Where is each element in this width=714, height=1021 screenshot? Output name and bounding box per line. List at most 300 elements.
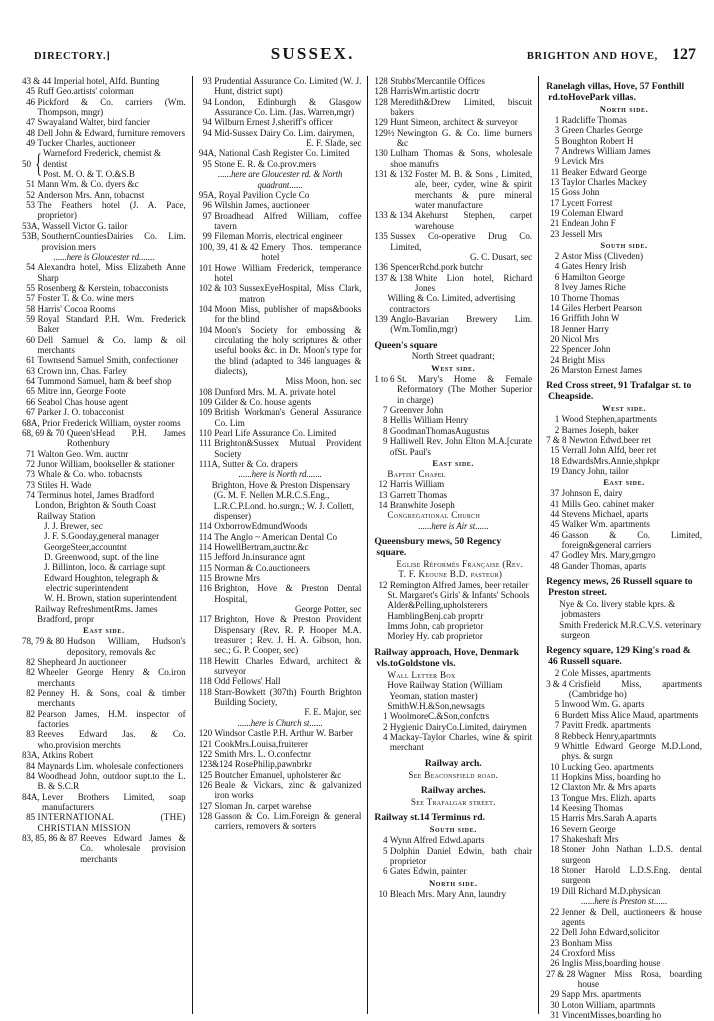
entry-number: 12 xyxy=(378,479,388,490)
side-heading: South side. xyxy=(429,824,477,835)
directory-column-4 xyxy=(540,76,702,1020)
directory-entry xyxy=(199,148,362,158)
entry-text: Junor William, bookseller & stationer xyxy=(37,458,175,469)
directory-entry xyxy=(199,231,362,241)
directory-entry xyxy=(546,720,702,730)
entry-number: 118 xyxy=(198,655,212,666)
directory-entry xyxy=(546,313,702,323)
entry-number: 127 xyxy=(198,800,213,811)
entry-number: 17 xyxy=(550,197,560,208)
entry-number: 22 xyxy=(550,927,560,938)
entry-number: 94 xyxy=(202,127,212,138)
entry-text: White Lion hotel, Richard Jones xyxy=(414,272,533,293)
entry-number: 60 xyxy=(26,334,35,345)
side-heading: North side. xyxy=(599,104,649,114)
entry-text: Foster T. & Co. wine mers xyxy=(37,293,134,304)
entry-number: 41 xyxy=(550,498,560,509)
directory-entry xyxy=(199,770,362,780)
entry-number: 104 xyxy=(198,324,213,335)
entry-text: Sloman Jn. carpet warehse xyxy=(214,800,312,811)
entry-number: 104 xyxy=(198,303,213,314)
entry-number: 26 xyxy=(550,958,560,969)
directory-entry xyxy=(22,771,186,792)
entry-text: Moon's Society for embossing & circulating the holy scriptures & other useful books &c. in Dr. Moon's type for the blind (adapted to 346 languages & dialects), xyxy=(214,324,362,376)
entry-text: Swayaland Walter, bird fancier xyxy=(37,117,150,128)
directory-entry xyxy=(546,772,702,782)
entry-text: Wheeler George Henry & Co.iron merchants xyxy=(37,667,186,688)
directory-entry xyxy=(199,687,362,708)
entry-number: 6 xyxy=(554,709,560,720)
entry-text: Terminus hotel, James Bradford xyxy=(37,489,155,500)
directory-line-right: G. C. Dusart, sec xyxy=(470,251,533,262)
running-head-center: SUSSEX. xyxy=(270,44,355,63)
entry-text: SpencerRchd.pork butchr xyxy=(390,262,484,273)
entry-number: 94 xyxy=(202,96,212,107)
directory-entry xyxy=(199,811,362,832)
entry-text: Claxton Mr. & Mrs aparts xyxy=(561,782,656,793)
directory-entry xyxy=(546,668,702,678)
entry-number: 2 xyxy=(554,251,560,262)
entry-number: 5 xyxy=(554,135,560,146)
entry-text: Wilshin James, auctioneer xyxy=(214,200,310,211)
entry-number: 93 xyxy=(202,76,212,86)
directory-entry xyxy=(546,834,702,844)
street-interpolation xyxy=(546,896,702,907)
column-container xyxy=(22,76,702,1020)
entry-text: INTERNATIONAL (THE) CHRISTIAN MISSION xyxy=(37,812,186,833)
entry-number: 5 xyxy=(554,699,560,710)
street-heading: Ranelagh villas, Hove, 57 Fonthill rd.toHovePark villas. xyxy=(546,81,685,103)
directory-entry xyxy=(22,469,186,479)
directory-column-2 xyxy=(194,76,367,1014)
entry-text: Johnson E, dairy xyxy=(561,488,623,499)
interpolation-text: here is Preston st xyxy=(594,896,654,906)
directory-entry xyxy=(22,761,186,771)
directory-entry xyxy=(22,138,186,148)
entry-number: 108 xyxy=(198,386,213,397)
directory-entry xyxy=(374,405,532,415)
entry-number: 20 xyxy=(550,333,560,344)
entry-text: Broadhead Alfred William, coffee tavern xyxy=(214,210,362,232)
entry-text: Croxford Miss xyxy=(561,947,615,958)
directory-entry xyxy=(374,866,532,876)
entry-text: Wassell Victor G. tailor xyxy=(42,220,128,231)
entry-number: 8 xyxy=(554,282,560,293)
entry-number: 48 xyxy=(26,127,35,138)
entry-text: Whittle Edward George M.D.Lond, phys. & surgn xyxy=(561,740,702,762)
directory-entry xyxy=(546,136,702,146)
entry-text: Goss John xyxy=(561,187,600,198)
entry-number: 45 xyxy=(550,519,560,530)
entry-text: Dell John & Edward, furniture removers xyxy=(37,127,185,138)
entry-number: 23 xyxy=(550,937,560,948)
entry-number: 26 xyxy=(550,364,560,375)
page-number: 127 xyxy=(671,46,696,63)
directory-entry xyxy=(546,187,702,197)
directory-entry xyxy=(199,459,362,469)
entry-text: Newton Edwd.beer ret xyxy=(568,434,651,445)
entry-number: 12 xyxy=(550,782,560,793)
entry-text: Inglis Miss,boarding house xyxy=(561,958,661,969)
side-heading: North side. xyxy=(429,877,478,888)
entry-text: Sutter & Co. drapers xyxy=(222,459,298,470)
entry-text: Lucking Geo. apartments xyxy=(561,761,654,772)
entry-text: Woodhead John, outdoor supt.to the L. B. & S.C.R xyxy=(37,770,186,792)
entry-number: 4 xyxy=(554,261,560,272)
directory-entry xyxy=(22,418,186,428)
entry-text: Halliwell Rev. John Elton M.A.[curate ofSt. Paul's xyxy=(389,436,533,457)
entry-number: 114 xyxy=(198,541,212,552)
directory-entry xyxy=(22,76,186,86)
entry-text: Radcliffe Thomas xyxy=(561,115,627,125)
entry-text: Gasson & Co. Limited, foreign&general carriers xyxy=(561,529,702,551)
entry-number: 37 xyxy=(550,488,560,499)
entry-text: Mann Wm. & Co. dyers &c xyxy=(37,179,139,190)
directory-entry xyxy=(546,125,702,135)
directory-entry xyxy=(199,780,362,801)
directory-entry xyxy=(546,303,702,313)
entry-text: Hudson William, Hudson's depository, removals &c xyxy=(66,636,186,657)
directory-entry xyxy=(546,208,702,218)
entry-number: 78, 79 & 80 xyxy=(22,636,65,647)
entry-number: 57 xyxy=(26,293,35,304)
brace-line: Warneford Frederick, chemist & dentist xyxy=(43,148,161,169)
entry-number: 46 xyxy=(26,96,35,107)
entry-text: Atkins Robert xyxy=(42,750,94,761)
entry-text: Seabol Chas house agent xyxy=(37,396,129,407)
entry-number: 19 xyxy=(550,208,560,219)
directory-entry xyxy=(546,355,702,365)
side-heading: West side. xyxy=(601,403,647,414)
entry-text: EdwardsMrs.Annie,shpkpr xyxy=(561,455,660,466)
entry-text: Boutcher Emanuel, upholsterer &c xyxy=(214,769,342,780)
entry-text: Hewitt Charles Edward, architect & surveyor xyxy=(214,655,362,677)
leader-dots: ...... xyxy=(289,179,303,190)
entry-text: Crisfield Miss, apartments (Cambridge ho) xyxy=(568,678,702,700)
entry-text: Stiles H. Wade xyxy=(37,479,92,490)
entry-text: Queen'sHead P.H. James Rothenbury xyxy=(66,427,186,449)
directory-entry xyxy=(22,397,186,407)
directory-entry xyxy=(22,231,186,252)
directory-entry xyxy=(546,177,702,187)
directory-entry xyxy=(546,948,702,958)
cross-reference: See Trafalgar street. xyxy=(410,796,496,807)
entry-text: Stoner Harold L.D.S.Eng. dental surgeon xyxy=(561,864,702,886)
entry-number: 84 xyxy=(26,770,35,781)
directory-entry xyxy=(199,387,362,397)
interpolation-text: here is North rd. xyxy=(251,469,309,480)
directory-entry xyxy=(199,614,362,655)
entry-number: 24 xyxy=(550,354,560,365)
entry-text: Bonham Miss xyxy=(561,937,613,948)
directory-entry xyxy=(546,530,702,551)
entry-number: 49 xyxy=(26,138,35,149)
directory-line: D. Greenwood, supt. of the line xyxy=(44,551,159,562)
entry-text: Shakeshaft Mrs xyxy=(561,833,619,844)
directory-entry xyxy=(546,334,702,344)
directory-entry xyxy=(22,750,186,760)
entry-number: 31 xyxy=(550,1009,560,1020)
entry-text: Hygienic DairyCo.Limited, dairymen xyxy=(389,721,527,732)
directory-entry xyxy=(22,376,186,386)
directory-entry xyxy=(22,190,186,200)
entry-text: Bright Miss xyxy=(561,354,605,365)
directory-entry xyxy=(374,490,532,500)
entry-number: 83A, xyxy=(22,750,40,761)
directory-entry xyxy=(199,438,362,459)
entry-number: 122 xyxy=(198,748,213,759)
directory-entry xyxy=(199,739,362,749)
entry-number: 95A, xyxy=(198,190,217,201)
entry-text: Wood Stephen,apartments xyxy=(561,414,657,425)
leader-dots: ...... xyxy=(475,520,489,531)
entry-number: 135 xyxy=(374,231,388,242)
entry-number: 50 xyxy=(22,158,32,169)
running-head-right xyxy=(527,46,696,64)
directory-line: J. Billinton, loco. & carriage supt xyxy=(44,562,166,573)
entry-text: Gasson & Co. Lim.Foreign & general carriers, removers & sorters xyxy=(214,811,362,832)
entry-number: 54 xyxy=(26,262,35,273)
directory-entry xyxy=(374,732,532,753)
entry-text: Inwood Wm. G. aparts xyxy=(561,699,645,710)
entry-text: Spencer John xyxy=(561,344,611,355)
entry-number: 51 xyxy=(26,179,35,190)
entry-text: WoolmoreC.&Son,confctrs xyxy=(389,711,490,722)
entry-number: 84 xyxy=(26,760,35,771)
entry-number: 71 xyxy=(26,448,35,459)
directory-entry xyxy=(199,728,362,738)
directory-entry xyxy=(546,365,702,375)
entry-number: 118 xyxy=(198,676,212,687)
directory-entry xyxy=(199,263,362,284)
entry-number: 100, 39, 41 & 42 xyxy=(198,241,259,252)
directory-entry xyxy=(22,428,186,449)
directory-entry xyxy=(546,813,702,823)
entry-number: 68A, xyxy=(22,417,40,428)
entry-text: Wynn Alfred Edwd.aparts xyxy=(389,835,485,846)
entry-text: Brighton&Sussex Mutual Provident Society xyxy=(214,438,362,459)
entry-text: Dunford Mrs. M. A. private hotel xyxy=(214,386,336,397)
entry-text: Stevens Michael, aparts xyxy=(561,509,649,519)
entry-number: 17 xyxy=(550,833,560,844)
directory-entry xyxy=(22,179,186,189)
entry-number: 5 xyxy=(382,845,388,856)
entry-number: 53B, xyxy=(22,231,40,242)
entry-number: 66 xyxy=(26,396,35,407)
entry-text: Severn George xyxy=(561,823,616,834)
directory-entry xyxy=(22,283,186,293)
street-heading: Railway arches. xyxy=(420,784,486,796)
entry-number: 48 xyxy=(550,560,560,571)
entry-text: Browne Mrs xyxy=(214,572,260,583)
entry-text: RosePhilip,pawnbrkr xyxy=(234,759,312,770)
entry-number: 15 xyxy=(550,187,560,198)
entry-text: Greenver John xyxy=(389,405,444,416)
entry-text: HowellBertram,auctnr.&c xyxy=(214,541,309,552)
entry-text: Jenner & Dell, auctioneers & house agents xyxy=(561,906,702,927)
entry-text: Norman & Co.auctioneers xyxy=(214,562,310,573)
directory-entry xyxy=(546,1000,702,1010)
entry-text: Dill Richard M.D.physican xyxy=(561,885,661,896)
directory-line-smallcaps: Congregational Church xyxy=(387,510,481,521)
entry-text: Pickford & Co. carriers (Wm. Thompson, mngr) xyxy=(37,96,186,118)
entry-text: Nicol Mrs xyxy=(561,333,599,344)
directory-entry xyxy=(22,366,186,376)
directory-entry xyxy=(546,731,702,741)
directory-entry xyxy=(546,886,702,896)
entry-text: Stubbs'Mercantile Offices xyxy=(390,76,485,86)
entry-text: Mills Geo. cabinet maker xyxy=(561,498,655,509)
entry-text: Odd Fellows' Hall xyxy=(214,676,281,687)
entry-number: 13 xyxy=(378,489,388,500)
entry-number: 18 xyxy=(550,844,560,855)
entry-number: 6 xyxy=(382,866,388,877)
directory-line: Smith Frederick M.R.C.V.S. veterinary surgeon xyxy=(559,619,702,641)
directory-entry xyxy=(374,711,532,721)
directory-entry-brace-group xyxy=(22,148,186,179)
entry-text: Mackay-Taylor Charles, wine & spirit merchant xyxy=(389,731,533,753)
entry-text: Crown inn, Chas. Farley xyxy=(37,365,127,376)
directory-entry xyxy=(546,509,702,519)
entry-text: Foster M. B. & Sons , Limited, ale, beer, cyder, wine & spirit merchants & pure mineral water manufacture xyxy=(414,169,533,211)
directory-entry xyxy=(22,128,186,138)
entry-text: Giles Herbert Pearson xyxy=(561,302,642,313)
street-heading: Regency mews, 26 Russell square to Preston street. xyxy=(546,576,693,599)
entry-text: Keesing Thomas xyxy=(561,802,623,813)
entry-number: 1 xyxy=(382,711,388,722)
entry-text: Sussex Co-operative Drug Co. Limited, xyxy=(390,231,533,252)
entry-text: Beale & Vickars, zinc & galvanized iron works xyxy=(214,780,362,801)
entry-text: London, Edinburgh & Glasgow Assurance Co. Lim. (Jas. Warren,mgr) xyxy=(214,96,362,118)
entry-number: 22 xyxy=(550,906,560,917)
directory-entry xyxy=(199,117,362,127)
entry-text: Hellis William Henry xyxy=(389,415,469,426)
entry-number: 9 xyxy=(382,436,388,447)
directory-entry xyxy=(546,218,702,228)
entry-text: Hunt Simeon, architect & surveyor xyxy=(390,117,518,128)
entry-text: Maynards Lim. wholesale confectioners xyxy=(37,760,184,771)
entry-number: 14 xyxy=(550,802,560,813)
entry-text: Harris Mrs.Sarah A.aparts xyxy=(561,813,657,824)
entry-text: GoodmanThomasAugustus xyxy=(389,425,490,436)
directory-line: Brighton, Hove & Preston Dispensary (G. M. F. Nellen M.R.C.S.Eng., L.R.C.P.Lond. ho.surgn.; W. J. Collett, dispenser) xyxy=(211,479,354,521)
interpolation-text: here is Church st xyxy=(250,717,310,728)
entry-number: 6 xyxy=(554,271,560,282)
directory-entry xyxy=(546,927,702,937)
entry-text: CookMrs.Louisa,fruiterer xyxy=(214,738,308,749)
entry-text: Stoner John Nathan L.D.S. dental surgeon xyxy=(561,844,702,865)
entry-number: 96 xyxy=(202,200,212,211)
entry-text: Verrall John Alfd, beer ret xyxy=(561,445,657,456)
street-interpolation xyxy=(22,252,186,263)
entry-number: 23 xyxy=(550,228,560,239)
entry-text: Emery Thos. temperance hotel xyxy=(261,241,362,263)
directory-entry xyxy=(22,459,186,469)
entry-text: Garrett Thomas xyxy=(389,489,448,500)
entry-text: Starr-Bowkett (307th) Fourth Brighton Building Society, xyxy=(214,686,362,708)
directory-entry xyxy=(546,550,702,560)
entry-number: 125 xyxy=(198,769,213,780)
entry-text: Wagner Miss Rosa, boarding house xyxy=(577,968,702,989)
entry-number: 2 xyxy=(382,721,388,732)
entry-number: 44 xyxy=(550,509,560,519)
entry-number: 109 xyxy=(198,396,213,407)
directory-entry xyxy=(22,792,186,813)
directory-entry xyxy=(546,969,702,990)
column-rule xyxy=(538,76,539,1014)
directory-entry xyxy=(546,958,702,968)
entry-text: Marston Ernest James xyxy=(561,364,642,375)
directory-line-smallcaps: Wall Letter Box xyxy=(387,669,456,680)
running-head-location: BRIGHTON AND HOVE, xyxy=(526,51,658,62)
entry-text: Smith Mrs. L. O.confectnr xyxy=(214,748,312,759)
leader-dots: ...... xyxy=(308,469,322,480)
directory-entry xyxy=(546,229,702,239)
directory-entry xyxy=(546,762,702,772)
directory-entry xyxy=(374,415,532,425)
directory-entry xyxy=(199,656,362,677)
leader-dots: ...... xyxy=(237,717,251,728)
directory-line: Imms John, cab proprietor xyxy=(387,621,484,632)
entry-text: Pearl Life Assurance Co. Limited xyxy=(214,428,337,438)
entry-number: 21 xyxy=(550,218,560,229)
street-heading: Red Cross street, 91 Trafalgar st. to Cheapside. xyxy=(546,380,692,403)
entry-number: 7 xyxy=(554,720,560,731)
leader-dots: ...... xyxy=(53,251,67,262)
directory-entry xyxy=(546,824,702,834)
entry-text: Shepheard Jn auctioneer xyxy=(37,657,127,668)
leader-dots: ...... xyxy=(581,896,595,906)
entry-number: 10 xyxy=(378,888,388,899)
entry-text: Beaker Edward George xyxy=(561,166,647,177)
entry-number: 115 xyxy=(198,572,212,583)
entry-text: St. Mary's Home & Female Reformatory (The Mother Superior in charge) xyxy=(397,374,533,405)
entry-text: The Feathers hotel (J. A. Pace, proprietor) xyxy=(37,200,186,221)
entry-number: 10 xyxy=(550,292,560,303)
entry-number: 97 xyxy=(202,210,212,221)
entry-text: Dell John Edward,solicitor xyxy=(561,927,660,938)
leader-dots: ...... xyxy=(309,717,323,728)
directory-entry xyxy=(199,325,362,377)
entry-text: Burdett Miss Alice Maud, apartments xyxy=(561,709,699,720)
entry-text: Dancy John, tailor xyxy=(561,465,629,476)
directory-entry xyxy=(546,865,702,886)
directory-line-right: E. F. Slade, sec xyxy=(306,138,362,149)
street-heading: Railway st.14 Terminus rd. xyxy=(374,812,485,824)
directory-column-3 xyxy=(369,76,537,1014)
entry-number: 99 xyxy=(202,231,212,242)
entry-number: 120 xyxy=(198,728,213,739)
entry-text: Brighton, Hove & Preston Provident Dispensary (Rev. R. P. Hooper M.A. treasurer ; Rev. J. H. A. Gibson, hon. sec.; G. P. Cooper, sec) xyxy=(214,614,362,656)
entry-number: 58 xyxy=(26,303,35,314)
entry-text: Lulham Thomas & Sons, wholesale shoe manufrs xyxy=(390,148,533,169)
directory-entry xyxy=(22,667,186,688)
street-heading: Regency square, 129 King's road & 46 Russell square. xyxy=(546,645,691,668)
left-brace-icon: { xyxy=(35,148,42,178)
directory-entry xyxy=(374,314,532,335)
entry-number: 72 xyxy=(26,458,35,469)
directory-entry xyxy=(22,688,186,709)
entry-number: 9 xyxy=(554,740,560,751)
directory-entry xyxy=(546,146,702,156)
entry-text: Walker Wm. apartments xyxy=(561,519,650,530)
entry-number: 73 xyxy=(26,479,35,490)
entry-text: British Workman's General Assurance Co. Lim xyxy=(214,407,362,428)
directory-entry xyxy=(546,989,702,999)
entry-text: Pavitt Fredk. apartments xyxy=(561,720,651,731)
directory-entry xyxy=(546,156,702,166)
entry-text: Windsor Castle P.H. Arthur W. Barber xyxy=(214,728,354,739)
